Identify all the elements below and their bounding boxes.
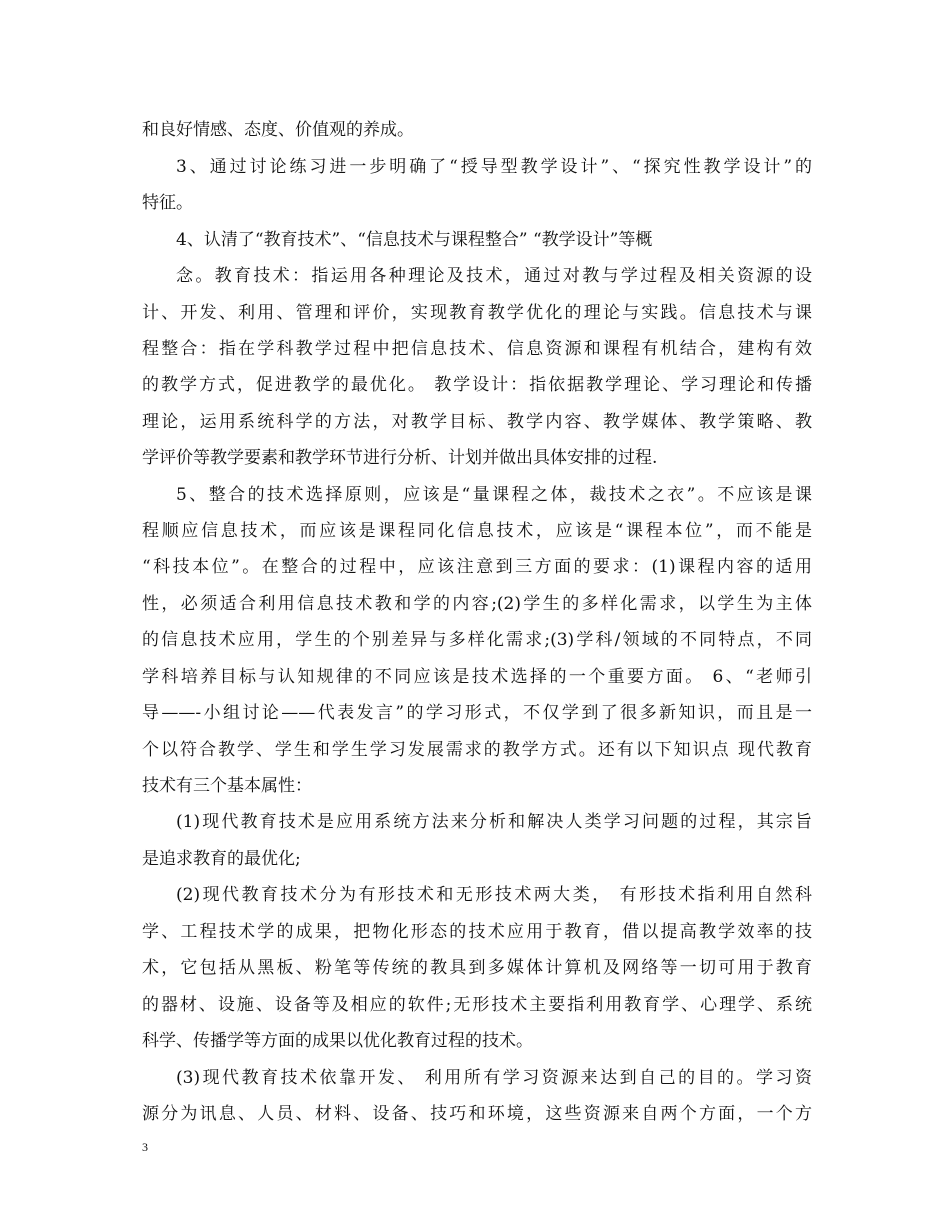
text-line: 和良好情感、态度、价值观的养成。 bbox=[142, 120, 414, 140]
text-line: 性，必须适合利用信息技术教和学的内容;(2)学生的多样化需求，以学生为主体 bbox=[142, 594, 812, 614]
text-line: (1)现代教育技术是应用系统方法来分析和解决人类学习问题的过程，其宗旨 bbox=[176, 812, 812, 832]
text-line: 术，它包括从黑板、粉笔等传统的教具到多媒体计算机及网络等一切可用于教育 bbox=[142, 958, 812, 978]
text-line: 源分为讯息、人员、材料、设备、技巧和环境，这些资源来自两个方面，一个方 bbox=[142, 1104, 812, 1124]
text-line: 的器材、设施、设备等及相应的软件;无形技术主要指利用教育学、心理学、系统 bbox=[142, 995, 812, 1015]
text-line: 3、通过讨论练习进一步明确了“授导型教学设计”、“探究性教学设计”的 bbox=[176, 157, 812, 177]
text-line: 学评价等教学要素和教学环节进行分析、计划并做出具体安排的过程. bbox=[142, 448, 658, 468]
text-line: 导——-小组讨论——代表发言”的学习形式，不仅学到了很多新知识，而且是一 bbox=[142, 703, 812, 723]
text-line: (2)现代教育技术分为有形技术和无形技术两大类， 有形技术指利用自然科 bbox=[176, 885, 812, 905]
text-line: 理论，运用系统科学的方法，对教学目标、教学内容、教学媒体、教学策略、教 bbox=[142, 412, 812, 432]
text-line: 计、开发、利用、管理和评价，实现教育教学优化的理论与实践。信息技术与课 bbox=[142, 303, 812, 323]
text-line: 是追求教育的最优化; bbox=[142, 849, 301, 869]
text-line: 学科培养目标与认知规律的不同应该是技术选择的一个重要方面。 6、“老师引 bbox=[142, 667, 812, 687]
text-line: 特征。 bbox=[142, 193, 193, 213]
text-line: 程整合：指在学科教学过程中把信息技术、信息资源和课程有机结合，建构有效 bbox=[142, 339, 812, 359]
text-line: 个以符合教学、学生和学生学习发展需求的教学方式。还有以下知识点 现代教育 bbox=[142, 740, 812, 760]
text-line: “科技本位”。在整合的过程中，应该注意到三方面的要求：(1)课程内容的适用 bbox=[142, 557, 812, 577]
text-line: 的教学方式，促进教学的最优化。 教学设计：指依据教学理论、学习理论和传播 bbox=[142, 375, 812, 395]
text-line: 念。教育技术：指运用各种理论及技术，通过对教与学过程及相关资源的设 bbox=[176, 266, 812, 286]
text-line: 4、认清了“教育技术”、“信息技术与课程整合” “教学设计”等概 bbox=[176, 230, 653, 250]
text-line: 的信息技术应用，学生的个别差异与多样化需求;(3)学科/领域的不同特点，不同 bbox=[142, 630, 812, 650]
text-line: 程顺应信息技术，而应该是课程同化信息技术，应该是“课程本位”，而不能是 bbox=[142, 521, 812, 541]
page-number: 3 bbox=[142, 1140, 148, 1154]
text-line: (3)现代教育技术依靠开发、 利用所有学习资源来达到自己的目的。学习资 bbox=[176, 1068, 812, 1088]
text-line: 科学、传播学等方面的成果以优化教育过程的技术。 bbox=[142, 1031, 533, 1051]
text-line: 学、工程技术学的成果，把物化形态的技术应用于教育，借以提高教学效率的技 bbox=[142, 922, 812, 942]
text-line: 技术有三个基本属性： bbox=[142, 776, 312, 796]
text-line: 5、整合的技术选择原则，应该是“量课程之体，裁技术之衣”。不应该是课 bbox=[176, 485, 812, 505]
